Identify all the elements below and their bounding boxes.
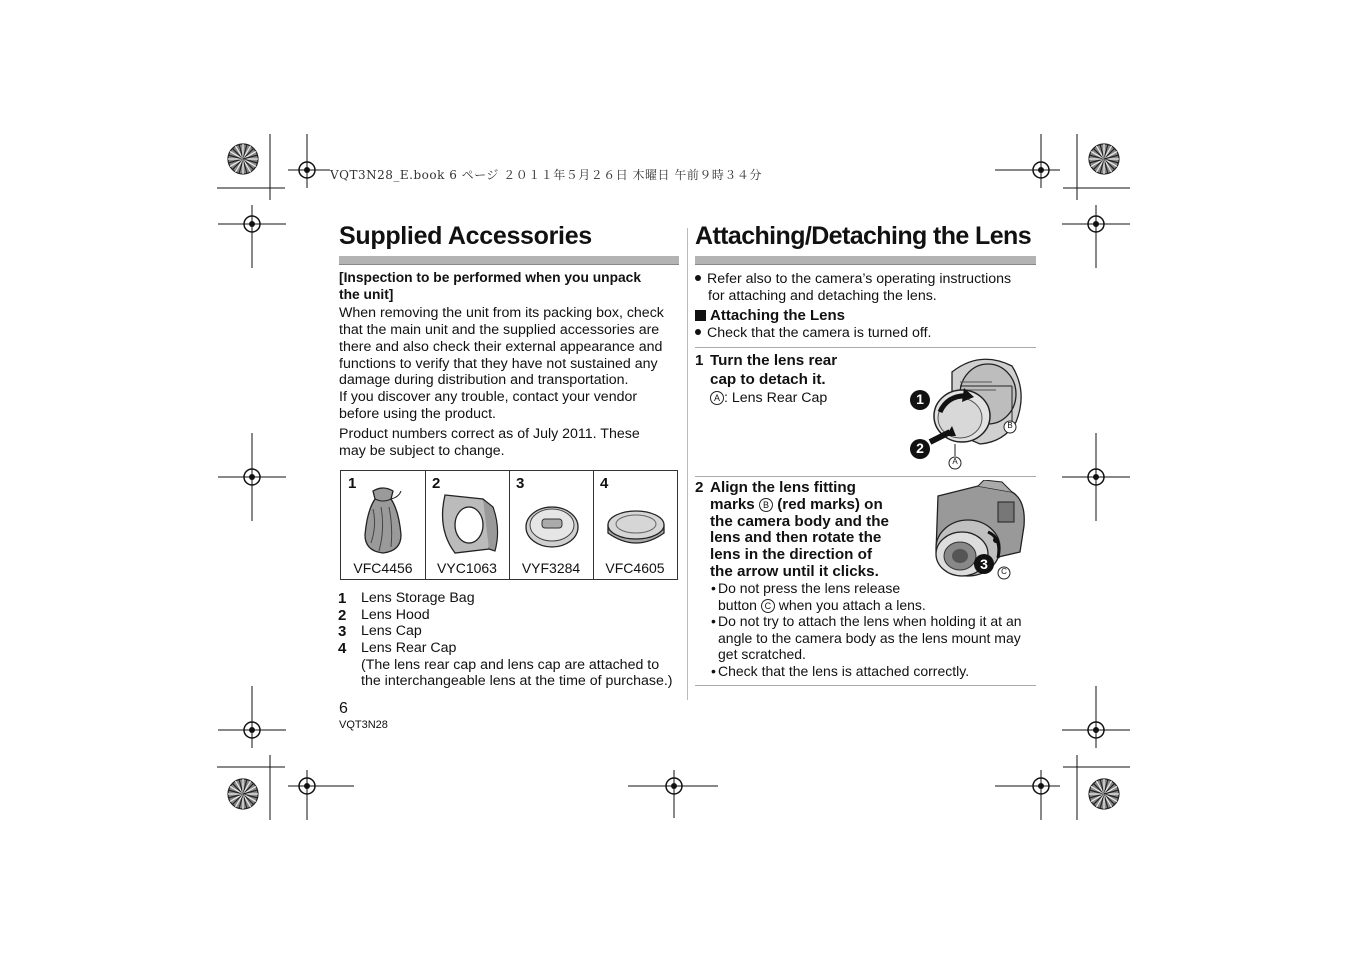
step-divider — [695, 685, 1036, 686]
inspection-paragraph: When removing the unit from its packing box, check that the main unit and the supplied accessories are there and also check their external appearance and functions to verify that they have not sustained any damage during distribution and transportation. If you discover any trouble, contact your vendor before using the product. — [339, 305, 664, 422]
subheading-attaching: Attaching the Lens — [695, 307, 1036, 324]
bullet-icon — [695, 329, 701, 335]
accessories-legend: 1 Lens Storage Bag 2 Lens Hood 3 Lens Cap 4 Lens Rear Cap (The lens rear cap and lens cap are attached to the interchangeable lens at the time of purchase.) — [338, 590, 673, 689]
accessories-table — [340, 470, 678, 580]
title-rule — [695, 256, 1036, 265]
page-title-attaching-lens: Attaching/Detaching the Lens — [695, 222, 1032, 250]
model-code: VQT3N28 — [339, 719, 388, 731]
inspection-heading: [Inspection to be performed when you unpack the unit] — [339, 270, 642, 302]
marker-num-1: 1 — [916, 391, 924, 407]
bullet-icon — [695, 275, 701, 281]
marker-num-3: 3 — [980, 556, 988, 572]
accessory-cell-1: 1 VFC4456 — [341, 471, 426, 579]
page-title-supplied-accessories: Supplied Accessories — [339, 222, 592, 250]
step-1: 1 Turn the lens rear cap to detach it. A : Lens Rear Cap — [695, 352, 838, 406]
marker-c-label: C — [1001, 567, 1007, 576]
marker-c: C — [761, 599, 775, 613]
note-item: • Do not try to attach the lens when holding it at an — [711, 613, 1022, 630]
lens-storage-bag-icon — [355, 485, 411, 557]
marker-a-label: A — [952, 457, 958, 466]
print-header: VQT3N28_E.book 6 ページ ２０１１年５月２６日 木曜日 午前９時３４分 — [330, 168, 762, 182]
step-number: 2 — [695, 479, 704, 496]
lens-hood-icon — [435, 489, 501, 559]
accessory-cell-3: 3 VYF3284 — [509, 471, 594, 579]
title-rule — [339, 256, 679, 265]
check-camera-off: Check that the camera is turned off. — [695, 325, 1036, 342]
column-divider — [687, 228, 688, 700]
right-column — [695, 222, 1036, 342]
lens-rear-cap-icon — [605, 507, 667, 551]
step-2: 2 Align the lens fitting marks B (red marks) on the camera body and the lens and then rotate the lens in the direction of the arrow until it clicks. — [695, 479, 889, 580]
marker-num-2: 2 — [916, 440, 924, 456]
page-number: 6 — [339, 700, 348, 717]
marker-b: B — [759, 498, 773, 512]
step-divider — [695, 347, 1036, 348]
accessory-cell-4: 4 VFC4605 — [593, 471, 677, 579]
step-divider — [695, 476, 1036, 477]
note-item: • Check that the lens is attached correctly. — [711, 662, 970, 679]
step-2-notes: • Do not press the lens release button C when you attach a lens. • Do not try to attach the lens when holding it at an angle to the camera body as the lens mount may get scratched. • Check that the lens is attached correctly. — [711, 580, 1041, 680]
step-number: 1 — [695, 352, 704, 369]
product-numbers-paragraph: Product numbers correct as of July 2011. These may be subject to change. — [339, 426, 640, 460]
intro-bullet: Refer also to the camera’s operating instructions for attaching and detaching the lens. — [695, 271, 1036, 304]
marker-a: A — [710, 391, 724, 405]
note-item: • Do not press the lens release — [711, 580, 901, 596]
marker-b-label: B — [1007, 421, 1013, 430]
left-column — [339, 222, 679, 460]
accessory-cell-2: 2 VYC1063 — [425, 471, 510, 579]
square-bullet-icon — [695, 310, 706, 321]
lens-cap-icon — [523, 501, 581, 551]
